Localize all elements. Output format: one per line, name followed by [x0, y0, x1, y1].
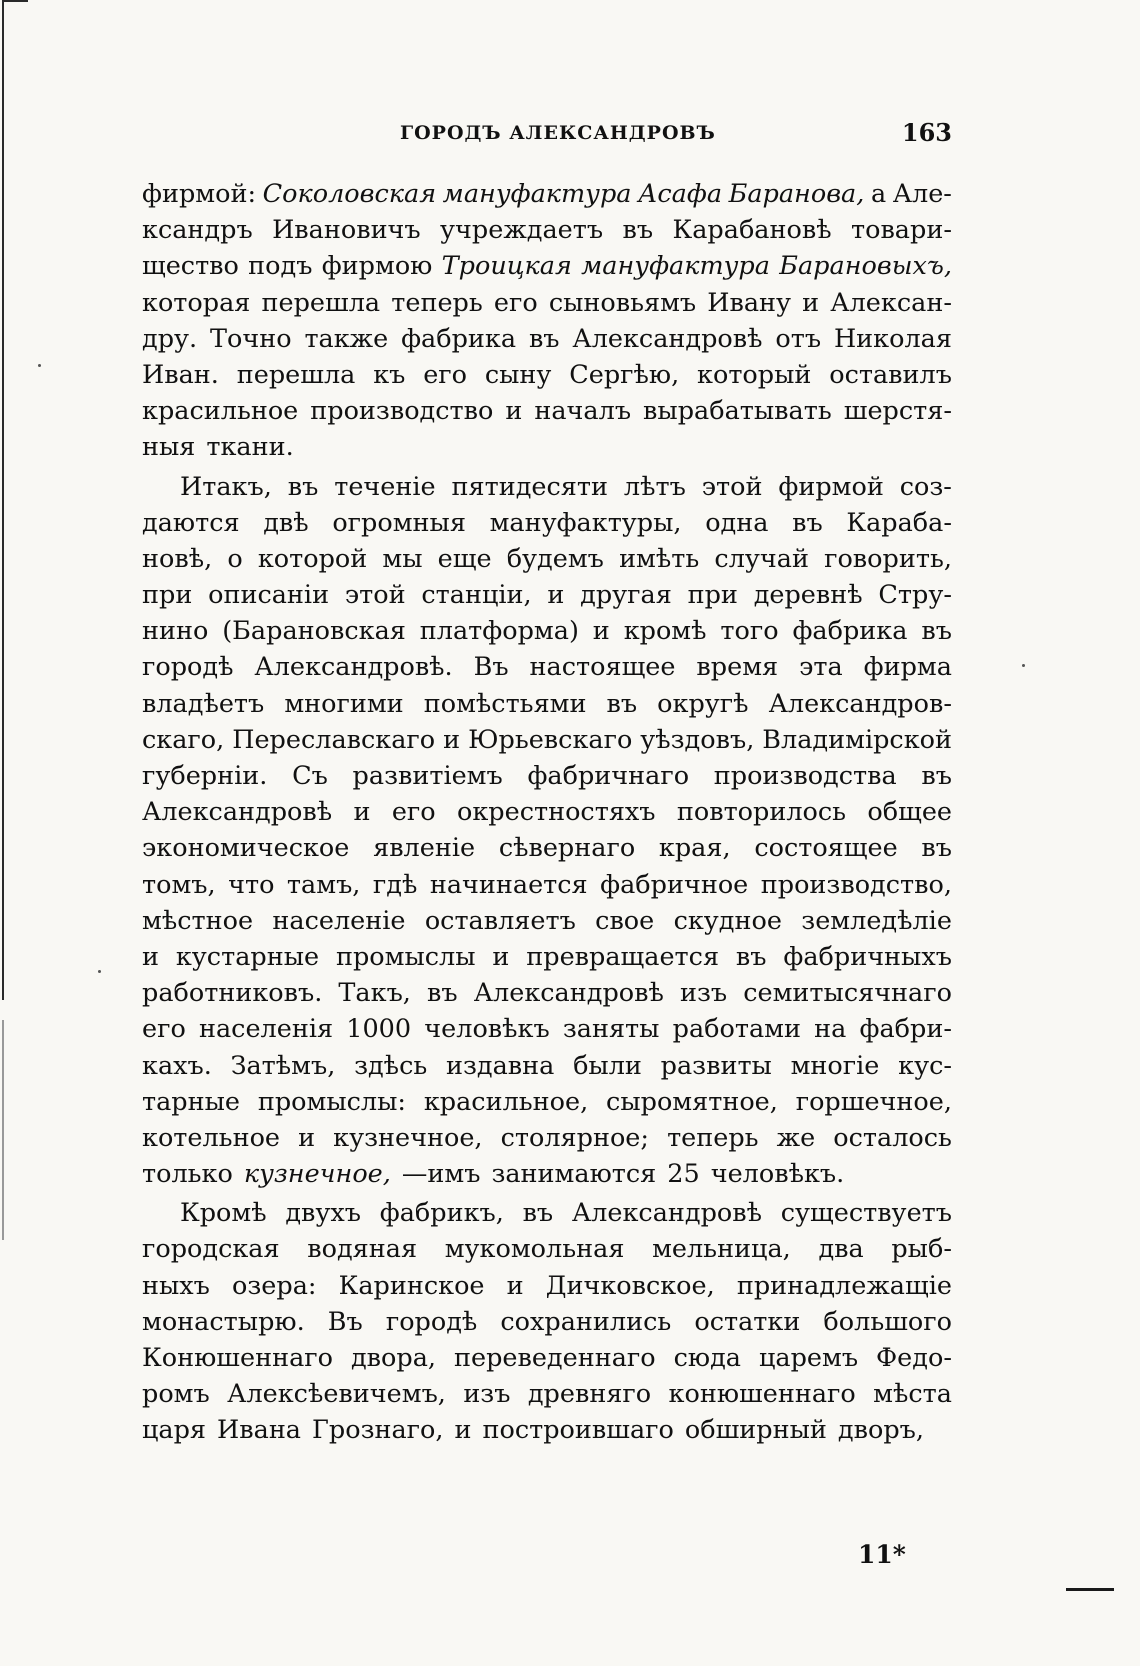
word: фабричныхъ	[783, 941, 952, 972]
word: товари-	[850, 215, 952, 246]
word: Въ	[327, 1306, 363, 1337]
word: отъ	[775, 323, 822, 354]
scan-speck	[1022, 664, 1025, 667]
word: ткани.	[206, 432, 294, 463]
word: подъ	[248, 251, 313, 282]
word: щество	[142, 251, 239, 282]
word: фабрика	[792, 616, 908, 647]
word: фирма	[863, 652, 952, 683]
word: существуетъ	[780, 1198, 952, 1229]
paragraph	[142, 469, 952, 1193]
word: окрестностяхъ	[456, 797, 656, 828]
word: ксандръ	[142, 215, 253, 246]
scan-edge-left-lower	[2, 1020, 4, 1240]
page-header	[146, 118, 952, 150]
text-line	[142, 577, 952, 613]
word: тарные	[142, 1086, 241, 1117]
word: того	[720, 616, 779, 647]
word: переведеннаго	[453, 1343, 656, 1373]
word: оставляетъ	[424, 905, 576, 936]
word: даются	[142, 507, 240, 538]
word: перешла	[236, 359, 356, 390]
text-line	[142, 613, 952, 649]
text-line	[142, 1340, 952, 1376]
word: теченіе	[334, 471, 436, 502]
text-line	[142, 505, 952, 541]
word: двѣ	[263, 507, 309, 538]
word: городская	[142, 1234, 280, 1265]
word: многими	[284, 688, 404, 719]
word: и	[802, 287, 820, 318]
signature-mark: 11*	[858, 1540, 906, 1569]
word: имѣть	[619, 543, 700, 574]
word: эта	[799, 652, 843, 683]
word: сюда	[673, 1343, 741, 1373]
text-line	[142, 212, 952, 248]
word: мануфактура	[442, 179, 632, 209]
word: населеніе	[272, 905, 406, 936]
word: который	[697, 359, 812, 390]
scan-edge-left	[2, 0, 4, 1000]
word: здѣсь	[354, 1050, 428, 1081]
word: конюшеннаго	[668, 1379, 856, 1410]
word: Федо-	[876, 1343, 952, 1373]
word: что	[228, 869, 275, 900]
word: также	[304, 323, 389, 354]
paragraph	[142, 176, 952, 466]
word: которая	[142, 287, 251, 318]
word: еще	[437, 543, 492, 574]
text-line	[142, 1231, 952, 1267]
word: его	[391, 797, 436, 828]
word: многіе	[790, 1050, 880, 1081]
word: этой	[344, 580, 406, 611]
word: построившаго	[482, 1415, 674, 1446]
word: были	[573, 1050, 642, 1081]
word: Ивана	[217, 1415, 302, 1446]
word: Дичковское,	[545, 1270, 715, 1301]
word: Юрьевскаго	[468, 724, 633, 755]
text-line	[142, 830, 952, 866]
text-line	[142, 321, 952, 357]
word: скудное	[673, 905, 782, 936]
word: его	[423, 359, 467, 390]
scan-mark	[1066, 1588, 1114, 1591]
word: горшечное,	[795, 1086, 952, 1117]
word: земледѣліе	[801, 905, 952, 936]
word: кузнечное,	[243, 1159, 391, 1190]
word: Стру-	[878, 580, 952, 611]
text-line	[142, 975, 952, 1011]
word: деревнѣ	[753, 580, 863, 611]
word: рыб-	[891, 1234, 952, 1265]
word: и	[492, 941, 510, 972]
word: время	[696, 652, 779, 683]
word: дворъ,	[837, 1415, 924, 1446]
word: заняты	[562, 1014, 660, 1045]
word: Кромѣ	[180, 1198, 267, 1229]
word: Алексан-	[830, 287, 952, 318]
text-line	[142, 429, 952, 465]
word: а	[870, 179, 887, 209]
text-line	[142, 1268, 952, 1304]
word: котельное	[142, 1122, 281, 1153]
text-line	[142, 1304, 952, 1340]
word: кустарные	[175, 941, 320, 972]
word: столярное;	[500, 1122, 649, 1153]
word: большого	[823, 1306, 952, 1337]
word: лѣтъ	[623, 471, 686, 502]
word: Итакъ,	[180, 471, 272, 502]
word: въ	[921, 616, 952, 647]
word: же	[776, 1122, 816, 1153]
word: экономическое	[142, 833, 350, 864]
word: явленіе	[373, 833, 476, 864]
word: его	[142, 1014, 186, 1045]
word: скаго,	[142, 724, 225, 755]
word: свое	[595, 905, 655, 936]
word: царя	[142, 1415, 207, 1446]
word: два	[818, 1234, 864, 1265]
text-line	[142, 649, 952, 685]
word: помѣстьями	[423, 688, 587, 719]
word: двухъ	[285, 1198, 362, 1229]
word: населенія	[198, 1014, 334, 1045]
word: говорить,	[824, 543, 952, 574]
word: при	[687, 580, 738, 611]
word: Сергѣю,	[569, 359, 680, 390]
scan-speck	[38, 364, 41, 367]
word: красильное,	[423, 1086, 589, 1117]
word: Ивану	[707, 287, 792, 318]
word: которой	[257, 543, 368, 574]
word: кахъ.	[142, 1050, 212, 1081]
word: нино	[142, 616, 209, 647]
word: Въ	[473, 652, 509, 683]
word: сыну	[484, 359, 552, 390]
word: въ	[522, 1198, 554, 1229]
word: въ	[622, 215, 654, 246]
word: Каринское	[338, 1270, 485, 1301]
word: фабри-	[859, 1014, 952, 1045]
word: производство,	[760, 869, 952, 900]
word: и	[505, 396, 523, 427]
word: Иван.	[142, 359, 219, 390]
text-line	[142, 541, 952, 577]
word: оставилъ	[829, 359, 952, 390]
word: сѣвернаго	[498, 833, 636, 864]
word: мельница,	[652, 1234, 791, 1265]
word: повторилось	[676, 797, 847, 828]
word: 25	[667, 1159, 700, 1190]
word: округѣ	[657, 688, 749, 719]
word: мукомольная	[444, 1234, 625, 1265]
word: фабричное	[600, 869, 749, 900]
word: уѣздовъ,	[640, 724, 755, 755]
word: теперь	[391, 287, 483, 318]
word: развиты	[660, 1050, 772, 1081]
word: и	[142, 941, 159, 972]
word: сыромятное,	[606, 1086, 778, 1117]
scan-speck	[98, 970, 101, 973]
word: мѣстное	[142, 905, 254, 936]
word: его	[493, 287, 538, 318]
word: принадлежащіе	[736, 1270, 952, 1301]
text-line	[142, 939, 952, 975]
word: фабрика	[401, 323, 517, 354]
word: изъ	[463, 1379, 511, 1410]
word: превращается	[526, 941, 720, 972]
word: Барановыхъ,	[779, 251, 952, 282]
word: перешла	[261, 287, 381, 318]
word: развитіемъ	[352, 761, 503, 791]
word: ромъ	[142, 1379, 210, 1410]
word: ныя	[142, 432, 196, 463]
word: одна	[705, 507, 769, 538]
word: тамъ,	[286, 869, 361, 900]
word: на	[814, 1014, 847, 1045]
word: городѣ	[385, 1306, 478, 1337]
text-line	[142, 1156, 952, 1192]
word: Але-	[892, 179, 952, 209]
word: монастырю.	[142, 1306, 305, 1337]
word: и	[454, 1415, 472, 1446]
word: въ	[427, 978, 458, 1009]
word: производства	[713, 761, 897, 791]
word: человѣкъ.	[710, 1159, 845, 1190]
word: семитысячнаго	[743, 978, 952, 1009]
text-line	[142, 1412, 952, 1448]
word: Съ	[292, 761, 328, 791]
word: дру.	[142, 323, 198, 354]
word: края,	[658, 833, 731, 864]
word: древняго	[527, 1379, 652, 1410]
word: кромѣ	[623, 616, 707, 647]
word: Алексѣевичемъ,	[227, 1379, 446, 1410]
word: промыслы	[335, 941, 476, 972]
word: платформа)	[419, 616, 579, 647]
word: фабричнаго	[527, 761, 690, 791]
text-line	[142, 758, 952, 794]
word: владѣетъ	[142, 688, 265, 719]
word: въ	[528, 323, 560, 354]
text-line	[142, 176, 952, 212]
word: другая	[580, 580, 672, 611]
word: началъ	[534, 396, 632, 427]
word: (Барановская	[222, 616, 406, 647]
word: занимаются	[491, 1159, 657, 1190]
word: пятидесяти	[451, 471, 608, 502]
word: настоящее	[529, 652, 676, 683]
word: кус-	[898, 1050, 952, 1081]
word: будемъ	[506, 543, 604, 574]
word: новѣ,	[142, 543, 213, 574]
word: описаніи	[208, 580, 330, 611]
word: Александровѣ	[142, 797, 333, 828]
word: Баранова,	[728, 179, 865, 209]
word: производство	[310, 396, 494, 427]
word: царемъ	[758, 1343, 859, 1373]
word: и	[592, 616, 610, 647]
word: Асафа	[638, 179, 723, 209]
scan-edge-top	[2, 0, 28, 2]
word: и	[298, 1122, 316, 1153]
word: теперь	[667, 1122, 759, 1153]
word: осталось	[833, 1122, 952, 1153]
word: фабрикъ,	[379, 1198, 504, 1229]
word: обширный	[684, 1415, 827, 1446]
word: Николая	[833, 323, 952, 354]
word: въ	[921, 761, 952, 791]
word: учреждаетъ	[440, 215, 604, 246]
word: Точно	[210, 323, 292, 354]
word: работниковъ.	[142, 978, 323, 1009]
word: Александровѣ	[473, 978, 664, 1009]
text-line	[142, 248, 952, 284]
text-line	[142, 1048, 952, 1084]
word: соз-	[899, 471, 952, 502]
word: Грознаго,	[312, 1415, 444, 1446]
word: томъ,	[142, 869, 216, 900]
text-line	[142, 867, 952, 903]
word: Карабановѣ	[672, 215, 832, 246]
word: —имъ	[401, 1159, 481, 1190]
word: общее	[867, 797, 952, 828]
word: шерстя-	[843, 396, 952, 427]
word: фирмой	[778, 471, 884, 502]
text-line	[142, 1011, 952, 1047]
word: Владимірской	[762, 724, 952, 755]
paragraph	[142, 1195, 952, 1448]
word: фирмою	[321, 251, 433, 282]
word: и	[547, 580, 565, 611]
text-line	[142, 285, 952, 321]
word: ныхъ	[142, 1270, 210, 1301]
word: этой	[701, 471, 763, 502]
word: къ	[373, 359, 406, 390]
word: мѣста	[873, 1379, 952, 1410]
word: промыслы:	[257, 1086, 407, 1117]
word: изъ	[679, 978, 728, 1009]
word: Такъ,	[338, 978, 411, 1009]
word: красильное	[142, 396, 299, 427]
word: только	[142, 1159, 233, 1190]
text-line	[142, 393, 952, 429]
word: мануфактуры,	[489, 507, 682, 538]
word: въ	[921, 833, 952, 864]
word: остатки	[694, 1306, 801, 1337]
word: мы	[382, 543, 423, 574]
text-line	[142, 903, 952, 939]
word: начинается	[429, 869, 588, 900]
word: состоящее	[754, 833, 898, 864]
text-line	[142, 469, 952, 505]
text-line	[142, 1120, 952, 1156]
text-line	[142, 686, 952, 722]
word: о	[227, 543, 243, 574]
word: Соколовская	[262, 179, 437, 209]
word: при	[142, 580, 193, 611]
page-number: 163	[901, 118, 952, 147]
word: Караба-	[846, 507, 952, 538]
word: 1000	[346, 1014, 412, 1045]
word: фирмой:	[142, 179, 257, 209]
word: вырабатывать	[643, 396, 832, 427]
word: Конюшеннаго	[142, 1343, 333, 1373]
word: Ивановичъ	[272, 215, 421, 246]
text-line	[142, 357, 952, 393]
running-title: ГОРОДЪ АЛЕКСАНДРОВЪ	[400, 122, 716, 144]
text-line	[142, 1084, 952, 1120]
word: кузнечное,	[333, 1122, 483, 1153]
word: издавна	[445, 1050, 555, 1081]
word: Переславскаго	[232, 724, 436, 755]
word: гдѣ	[372, 869, 418, 900]
word: Александровѣ.	[254, 652, 453, 683]
word: Александровѣ	[571, 1198, 763, 1229]
word: и	[506, 1270, 524, 1301]
word: огромныя	[332, 507, 466, 538]
word: городѣ	[142, 652, 234, 683]
text-line	[142, 722, 952, 758]
word: Александров-	[768, 688, 952, 719]
word: Затѣмъ,	[230, 1050, 336, 1081]
word: губерніи.	[142, 761, 268, 791]
word: сыновьямъ	[548, 287, 697, 318]
word: озера:	[232, 1270, 317, 1301]
word: работами	[672, 1014, 801, 1045]
body-text	[142, 176, 952, 1449]
word: Троицкая	[441, 251, 572, 282]
word: въ	[735, 941, 767, 972]
word: мануфактура	[581, 251, 770, 282]
word: человѣкъ	[424, 1014, 550, 1045]
text-line	[142, 794, 952, 830]
word: сохранились	[500, 1306, 672, 1337]
word: случай	[714, 543, 809, 574]
word: и	[443, 724, 461, 755]
word: въ	[287, 471, 319, 502]
text-line	[142, 1195, 952, 1231]
word: и	[353, 797, 371, 828]
word: Александровѣ	[572, 323, 763, 354]
word: двора,	[350, 1343, 437, 1373]
word: водяная	[307, 1234, 418, 1265]
word: въ	[606, 688, 638, 719]
word: станціи,	[421, 580, 532, 611]
text-line	[142, 1376, 952, 1412]
word: въ	[792, 507, 823, 538]
